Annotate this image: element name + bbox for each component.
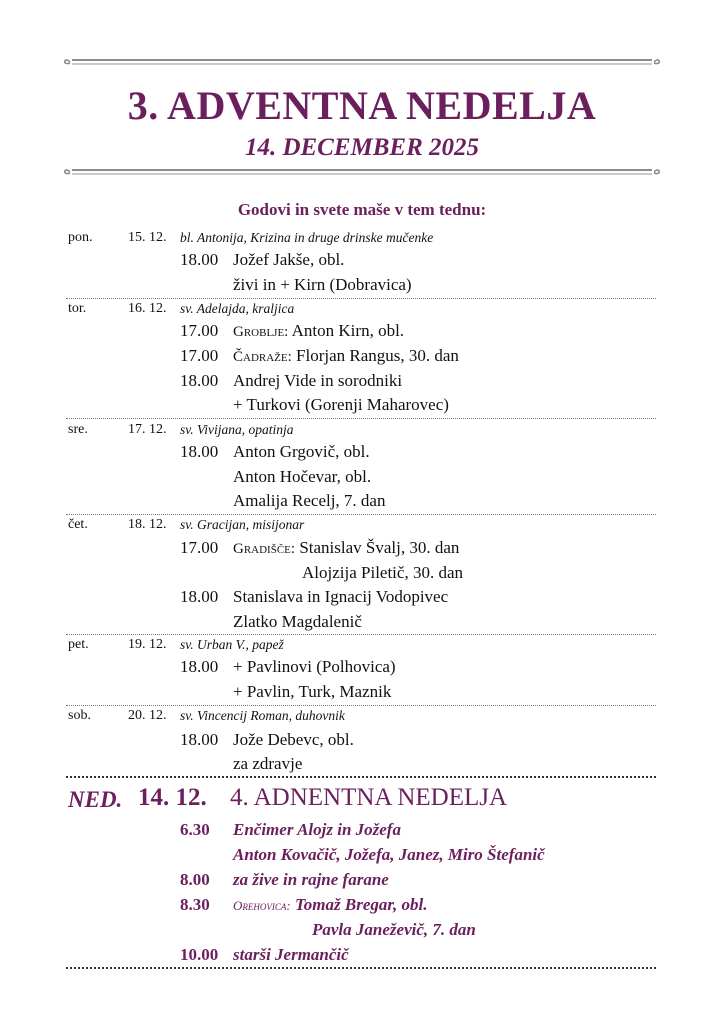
page-date: 14. DECEMBER 2025 xyxy=(244,134,480,161)
mass-intention xyxy=(233,895,428,915)
mass-line xyxy=(0,587,724,612)
mass-intention: živi in + Kirn (Dobravica) xyxy=(233,275,412,294)
mass-intention: Jože Debevc, obl. xyxy=(233,730,354,749)
mass-intention: Anton Kovačič, Jožefa, Janez, Miro Štefanič xyxy=(233,845,545,864)
mass-line xyxy=(0,275,724,300)
mass-line xyxy=(0,682,724,707)
mass-time: 18.00 xyxy=(180,730,219,749)
sunday-date: 14. 12. xyxy=(138,784,207,811)
sunday-mass-line xyxy=(0,870,724,895)
sunday-title: 4. ADNENTNA NEDELJA xyxy=(230,784,508,811)
mass-intention: Anton Hočevar, obl. xyxy=(233,467,372,486)
sunday-mass-line xyxy=(0,845,724,870)
day-date: 16. 12. xyxy=(128,301,167,316)
mass-time: 18.00 xyxy=(180,587,219,606)
mass-intention: Pavla Janeževič, 7. dan xyxy=(312,920,476,939)
day-date: 18. 12. xyxy=(128,517,167,532)
mass-intention xyxy=(233,538,459,558)
mass-text: Tomaž Bregar, obl. xyxy=(294,895,428,914)
mass-line xyxy=(0,657,724,682)
mass-intention: za žive in rajne farane xyxy=(233,870,389,889)
ornament-top xyxy=(60,54,664,70)
divider xyxy=(66,298,656,299)
day-label: sre. xyxy=(68,422,88,437)
mass-time: 8.00 xyxy=(180,870,210,889)
day-label: sob. xyxy=(68,708,91,723)
saint-name: sv. Vivijana, opatinja xyxy=(180,422,294,437)
divider xyxy=(66,967,656,969)
mass-intention: + Pavlinovi (Polhovica) xyxy=(233,657,396,676)
mass-text: Stanislav Švalj, 30. dan xyxy=(299,538,460,557)
mass-line xyxy=(0,346,724,371)
mass-line xyxy=(0,563,724,588)
mass-time: 8.30 xyxy=(180,895,210,914)
mass-intention xyxy=(233,346,459,366)
mass-intention: za zdravje xyxy=(233,754,303,773)
mass-intention: Jožef Jakše, obl. xyxy=(233,250,345,269)
mass-line xyxy=(0,730,724,755)
mass-place: Čadraže: xyxy=(233,349,292,365)
divider xyxy=(66,705,656,706)
mass-time: 18.00 xyxy=(180,657,219,676)
day-label: čet. xyxy=(68,517,88,532)
mass-time: 6.30 xyxy=(180,820,210,839)
sunday-mass-line xyxy=(0,920,724,945)
mass-line xyxy=(0,442,724,467)
sunday-mass-line xyxy=(0,820,724,845)
mass-line xyxy=(0,250,724,275)
mass-intention: Zlatko Magdalenič xyxy=(233,612,362,631)
saint-name: sv. Gracijan, misijonar xyxy=(180,517,305,532)
mass-intention: + Turkovi (Gorenji Maharovec) xyxy=(233,395,449,414)
mass-time: 17.00 xyxy=(180,321,219,340)
mass-line xyxy=(0,467,724,492)
page-title: 3. ADVENTNA NEDELJA xyxy=(127,83,597,128)
divider xyxy=(66,634,656,635)
mass-time: 18.00 xyxy=(180,442,219,461)
day-label: pon. xyxy=(68,230,93,245)
saint-name: sv. Adelajda, kraljica xyxy=(180,301,295,316)
saint-name: bl. Antonija, Krizina in druge drinske mučenke xyxy=(180,230,434,245)
mass-intention xyxy=(233,321,404,341)
day-date: 17. 12. xyxy=(128,422,167,437)
day-date: 19. 12. xyxy=(128,637,167,652)
mass-line xyxy=(0,491,724,516)
divider xyxy=(66,514,656,515)
mass-line xyxy=(0,395,724,420)
day-label: pet. xyxy=(68,637,89,652)
saint-name: sv. Urban V., papež xyxy=(180,637,284,652)
mass-place: Gradišče: xyxy=(233,541,296,557)
ornament-bottom xyxy=(60,164,664,180)
mass-intention: + Pavlin, Turk, Maznik xyxy=(233,682,392,701)
day-date: 15. 12. xyxy=(128,230,167,245)
mass-line xyxy=(0,371,724,396)
divider xyxy=(66,418,656,419)
mass-time: 17.00 xyxy=(180,538,219,557)
sunday-day: NED. xyxy=(68,787,123,812)
mass-time: 10.00 xyxy=(180,945,219,964)
section-subtitle: Godovi in svete maše v tem tednu: xyxy=(237,200,487,219)
sunday-header xyxy=(0,784,724,818)
mass-time: 18.00 xyxy=(180,371,219,390)
mass-line xyxy=(0,321,724,346)
mass-place: Groblje: xyxy=(233,324,289,340)
mass-intention: Stanislava in Ignacij Vodopivec xyxy=(233,587,449,606)
mass-intention: Amalija Recelj, 7. dan xyxy=(233,491,386,510)
mass-text: Anton Kirn, obl. xyxy=(291,321,405,340)
mass-time: 17.00 xyxy=(180,346,219,365)
mass-intention: Enčimer Alojz in Jožefa xyxy=(233,820,401,839)
mass-text: Florjan Rangus, 30. dan xyxy=(296,346,459,365)
sunday-mass-line xyxy=(0,895,724,920)
mass-line xyxy=(0,538,724,563)
mass-intention: Alojzija Piletič, 30. dan xyxy=(302,563,463,582)
mass-intention: Anton Grgovič, obl. xyxy=(233,442,370,461)
day-label: tor. xyxy=(68,301,87,316)
saint-name: sv. Vincencij Roman, duhovnik xyxy=(180,708,345,723)
mass-intention: starši Jermančič xyxy=(233,945,349,964)
mass-time: 18.00 xyxy=(180,250,219,269)
mass-place: Orehovica: xyxy=(233,898,291,913)
divider xyxy=(66,776,656,778)
day-date: 20. 12. xyxy=(128,708,167,723)
mass-intention: Andrej Vide in sorodniki xyxy=(233,371,403,390)
